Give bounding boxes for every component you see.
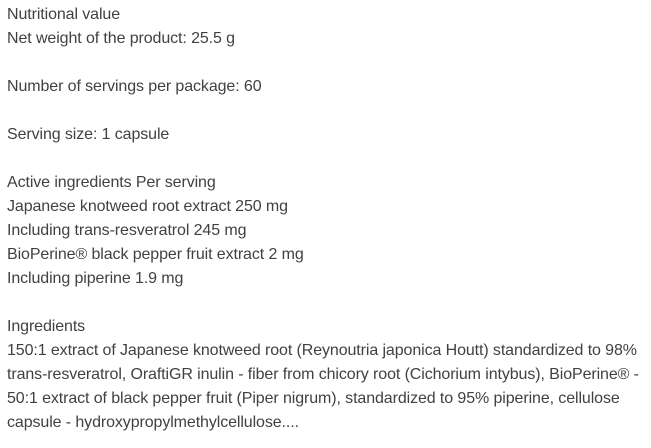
active-ingredients-heading: Active ingredients Per serving — [7, 174, 216, 191]
ingredients-paragraph: 150:1 extract of Japanese knotweed root (Reynoutria japonica Houtt) standardized to 98% trans-resveratrol, OraftiGR inulin - fiber from chicory root (Cichorium intybus), BioPerine® - 50:1 extract of black pepper fruit (Piper nigrum), standardized to 95% piperine, cellulose capsule - hydroxypropylmethylcellulose.... — [7, 342, 639, 431]
active-ingredient-line-resveratrol: Including trans-resveratrol 245 mg — [7, 222, 247, 239]
active-ingredients-section — [7, 171, 645, 291]
net-weight-line: Net weight of the product: 25.5 g — [7, 30, 235, 47]
nutrition-section — [7, 3, 645, 51]
servings-section — [7, 75, 645, 99]
active-ingredient-line-knotweed: Japanese knotweed root extract 250 mg — [7, 198, 288, 215]
nutritional-value-heading: Nutritional value — [7, 6, 121, 23]
ingredients-heading: Ingredients — [7, 318, 86, 335]
serving-size-line: Serving size: 1 capsule — [7, 126, 170, 143]
servings-per-package-line: Number of servings per package: 60 — [7, 78, 262, 95]
ingredients-section — [7, 315, 645, 435]
serving-size-section — [7, 123, 645, 147]
active-ingredient-line-piperine: Including piperine 1.9 mg — [7, 270, 184, 287]
active-ingredient-line-bioperine: BioPerine® black pepper fruit extract 2 mg — [7, 246, 304, 263]
